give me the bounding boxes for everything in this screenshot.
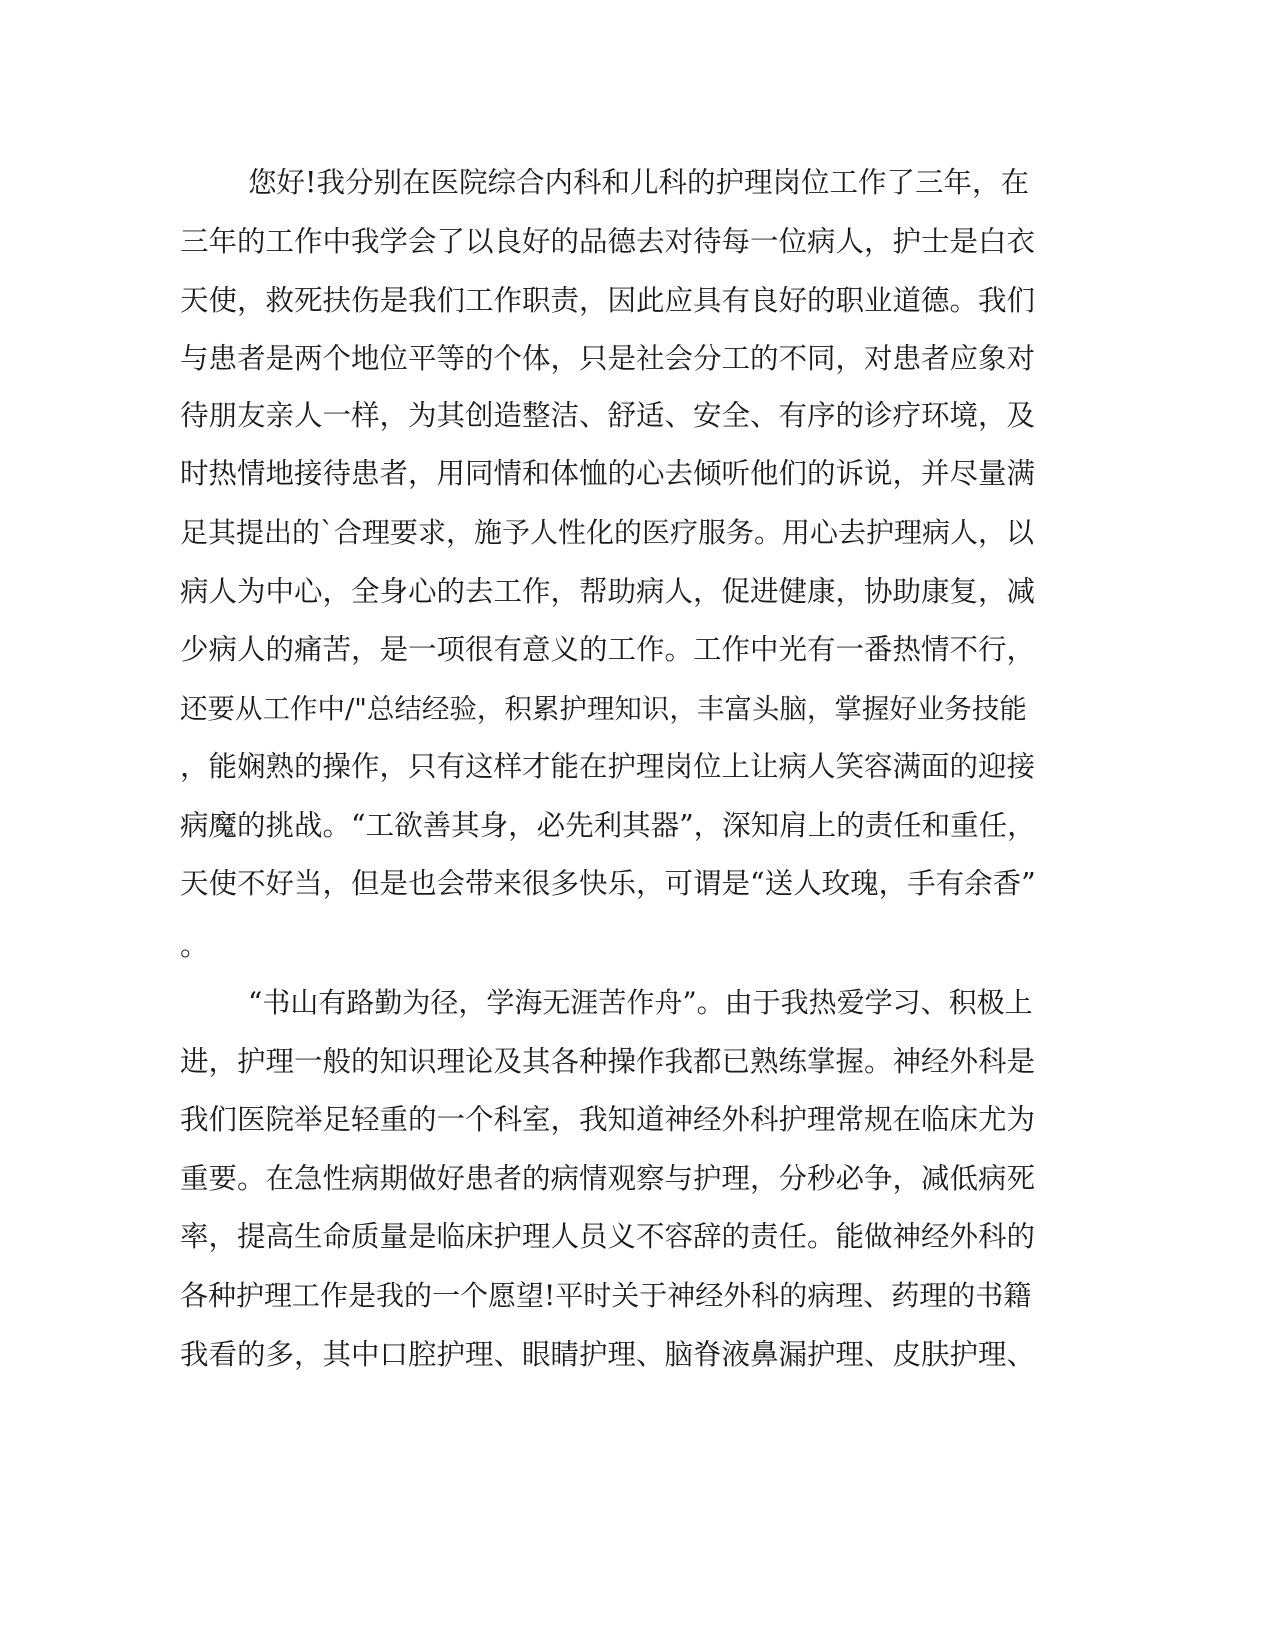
text-line: 率，提高生命质量是临床护理人员义不容辞的责任。能做神经外科的 xyxy=(180,1220,1036,1253)
text-line: 病魔的挑战。“工欲善其身，必先利其器”，深知肩上的责任和重任， xyxy=(180,809,1036,842)
text-line: 足其提出的`合理要求，施予人性化的医疗服务。用心去护理病人，以 xyxy=(180,516,1035,549)
text-line: 您好!我分别在医院综合内科和儿科的护理岗位工作了三年，在 xyxy=(248,166,1029,199)
text-line: 时热情地接待患者，用同情和体恤的心去倾听他们的诉说，并尽量满 xyxy=(180,457,1036,490)
text-line: 少病人的痛苦，是一项很有意义的工作。工作中光有一番热情不行， xyxy=(180,633,1036,666)
text-line: 各种护理工作是我的一个愿望!平时关于神经外科的病理、药理的书籍 xyxy=(180,1279,1032,1312)
text-line: 。 xyxy=(180,928,210,962)
text-line: 重要。在急性病期做好患者的病情观察与护理，分秒必争，减低病死 xyxy=(180,1162,1036,1195)
text-line: 天使不好当，但是也会带来很多快乐，可谓是“送人玫瑰，手有余香” xyxy=(180,867,1036,900)
text-line: 我看的多，其中口腔护理、眼睛护理、脑脊液鼻漏护理、皮肤护理、 xyxy=(180,1338,1036,1371)
text-line: ，能娴熟的操作，只有这样才能在护理岗位上让病人笑容满面的迎接 xyxy=(180,750,1036,783)
text-line: 三年的工作中我学会了以良好的品德去对待每一位病人，护士是白衣 xyxy=(180,225,1036,258)
text-line: 还要从工作中/"总结经验，积累护理知识，丰富头脑，掌握好业务技能 xyxy=(180,693,1027,725)
text-line: 与患者是两个地位平等的个体，只是社会分工的不同，对患者应象对 xyxy=(180,342,1036,375)
text-line: 待朋友亲人一样，为其创造整洁、舒适、安全、有序的诊疗环境，及 xyxy=(180,399,1036,432)
text-line: 我们医院举足轻重的一个科室，我知道神经外科护理常规在临床尤为 xyxy=(180,1103,1036,1136)
text-line: 病人为中心，全身心的去工作，帮助病人，促进健康，协助康复，减 xyxy=(180,575,1036,608)
text-line: 天使，救死扶伤是我们工作职责，因此应具有良好的职业道德。我们 xyxy=(180,284,1036,317)
text-line: 进，护理一般的知识理论及其各种操作我都已熟练掌握。神经外科是 xyxy=(180,1045,1036,1078)
text-line: “书山有路勤为径，学海无涯苦作舟”。由于我热爱学习、积极上 xyxy=(248,986,1033,1019)
